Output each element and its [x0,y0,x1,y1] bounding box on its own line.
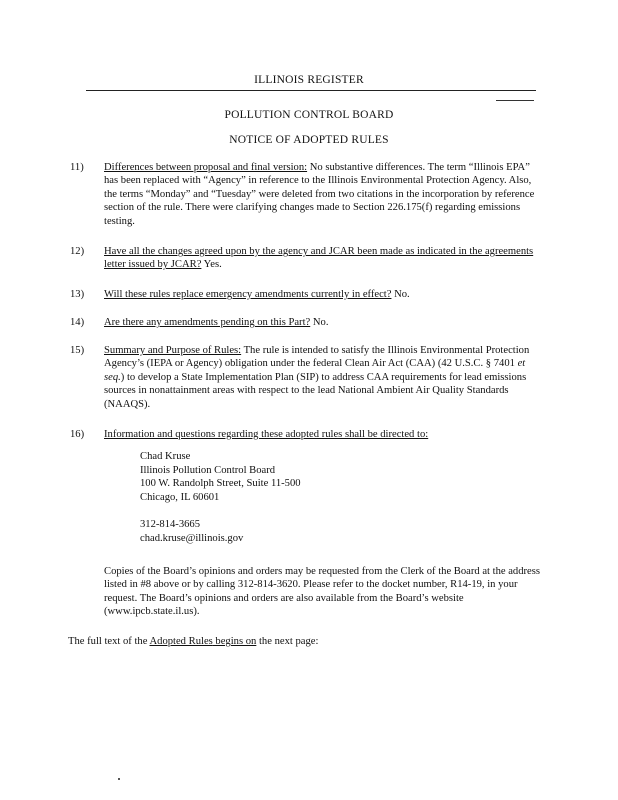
item-answer: No substantive differences. The term “Illinois EPA” has been replaced with “Agency” in reference to the Illinois Environmental Protection Agency. Also, the terms “Monday” and “Tuesday” were deleted from two citations in the incorporation by reference section of the rule. There were clarifying changes made to Section 226.175(f) regarding emissions testing. [104,162,535,227]
item-answer: No. [391,289,410,300]
item-number: 13) [70,289,85,300]
item-text [104,344,540,411]
item-15 [70,344,540,414]
item-question: Will these rules replace emergency amendments currently in effect? [104,289,392,300]
board-name: POLLUTION CONTROL BOARD [224,109,394,121]
item-12 [70,245,540,275]
item-text [104,161,540,228]
item-number: 14) [70,317,85,328]
item-question: Summary and Purpose of Rules: [104,345,242,356]
item-question: Differences between proposal and final version: [104,162,308,173]
item-answer-post: ) to develop a State Implementation Plan (SIP) to address CAA requirements for lead emissions sources in nonattainment areas with respect to the lead National Ambient Air Quality Standards (NAAQS). [104,371,527,410]
item-question: Have all the changes agreed upon by the agency and JCAR been made as indicated in the agreements letter issued by JCAR? [104,246,534,271]
item-text [104,428,540,441]
register-title: ILLINOIS REGISTER [254,74,364,86]
contact-org: Illinois Pollution Control Board [140,464,276,476]
item-answer-italic: et seq. [104,358,526,383]
item-number: 11) [70,162,84,173]
contact-block [140,450,301,546]
contact-email: chad.kruse@illinois.gov [140,532,244,544]
item-11 [70,161,540,231]
item-number: 15) [70,345,85,356]
item-number: 12) [70,246,85,257]
contact-phone: 312-814-3665 [140,519,201,531]
final-line-post: the next page: [256,636,319,647]
item-text [104,316,540,329]
final-line-mid: begins on [212,636,257,647]
header-rule [86,90,536,91]
final-line-pre: The full text of the [68,636,150,647]
notice-title: NOTICE OF ADOPTED RULES [229,134,389,146]
contact-street: 100 W. Randolph Street, Suite 11-500 [140,478,301,490]
item-answer: No. [310,317,329,328]
item-14 [70,316,540,332]
item-13 [70,288,540,304]
contact-name: Chad Kruse [140,451,191,462]
item-answer: Yes. [201,259,222,271]
short-dash [496,100,534,101]
final-line-link: Adopted Rules [149,636,213,647]
scan-speck [118,778,120,780]
item-text [104,245,540,272]
item-answer-pre: The rule is intended to satisfy the Illinois Environmental Protection Agency’s (IEPA or Agency) obligation under the federal Clean Air Act (CAA) (42 U.S.C. § 7401 [104,345,530,370]
item-number: 16) [70,429,85,440]
item-text [104,288,540,301]
item-16 [70,428,540,444]
final-line [68,636,548,647]
contact-city: Chicago, IL 60601 [140,491,220,503]
copies-paragraph: Copies of the Board’s opinions and orders may be requested from the Clerk of the Board at the address listed in #8 above or by calling 312-814-3620. Please refer to the docket number, R14-19, in your request. The Board’s opinions and orders are also available from the Board’s website (www.ipcb.state.il.us). [104,566,540,618]
item-question: Information and questions regarding these adopted rules shall be directed to: [104,429,429,440]
item-question: Are there any amendments pending on this Part? [104,317,311,328]
